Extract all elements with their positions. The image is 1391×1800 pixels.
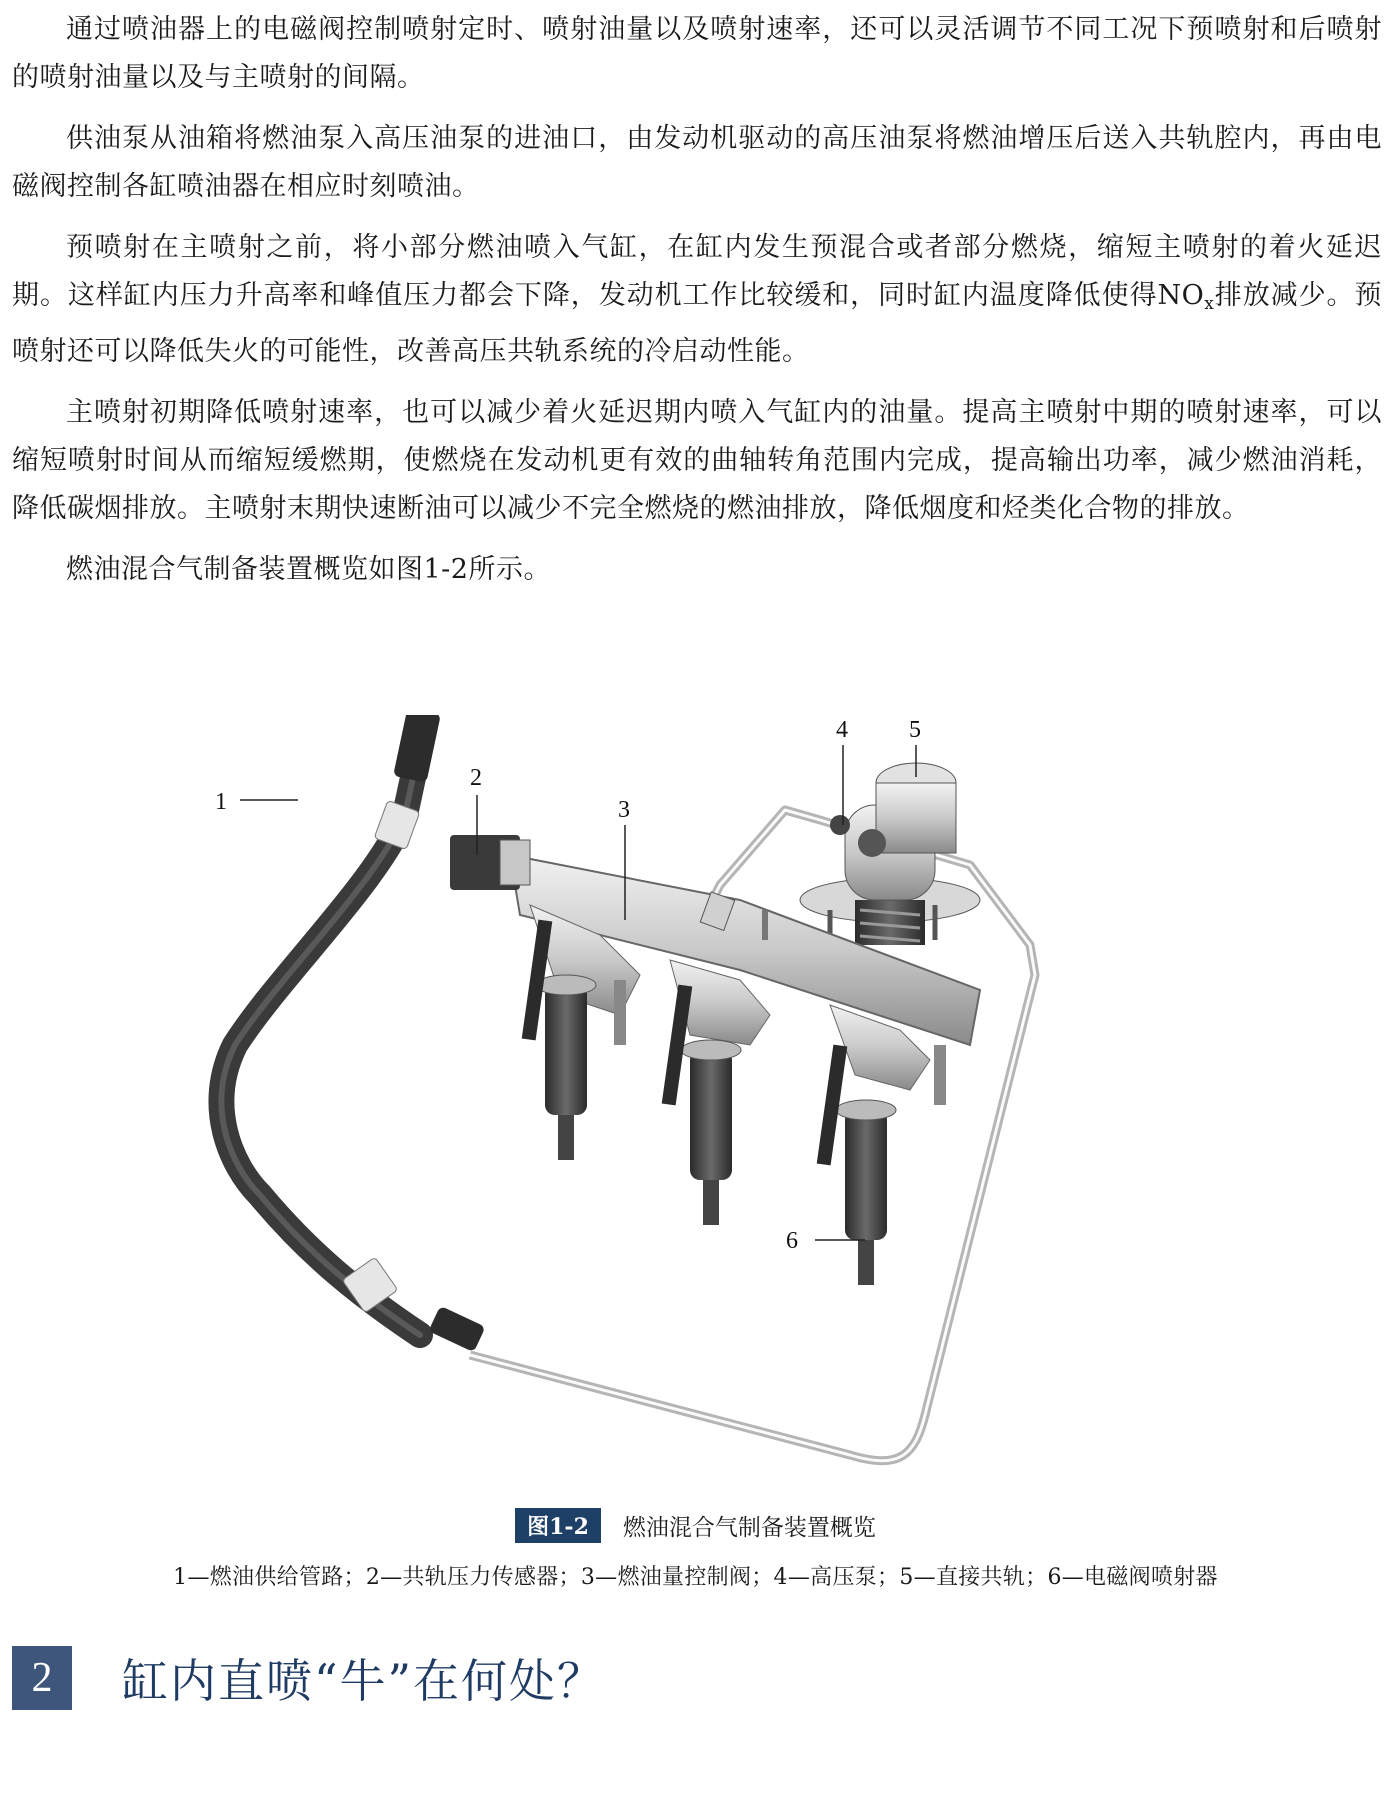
paragraph-5: 燃油混合气制备装置概览如图1-2所示。 <box>66 554 551 585</box>
fuel-supply-hose <box>221 715 485 1352</box>
paragraph-3-part-a: 预喷射在主喷射之前，将小部分燃油喷入气缸，在缸内发生预混合或者部分燃烧，缩短主喷射的着火延迟期。这样缸内压力升高率和峰值压力都会下降，发动机工作比较缓和，同时缸内温度降低使得NO <box>12 232 1382 311</box>
section-heading <box>12 1645 605 1711</box>
callout-5: 5 <box>909 717 921 743</box>
section-title: 缸内直喷“牛”在何处？ <box>122 1654 606 1708</box>
paragraph-4: 主喷射初期降低喷射速率，也可以减少着火延迟期内喷入气缸内的油量。提高主喷射中期的喷射速率，可以缩短喷射时间从而缩短缓燃期，使燃烧在发动机更有效的曲轴转角范围内完成，提高输出功率，减少燃油消耗，降低碳烟排放。主喷射末期快速断油可以减少不完全燃烧的燃油排放，降低烟度和烃类化合物的排放。 <box>12 397 1382 524</box>
paragraph-3-part-b: 排放减少。预喷射还可以降低失火的可能性，改善高压共轨系统的冷启动性能。 <box>12 280 1382 367</box>
callout-1: 1 <box>215 789 227 815</box>
figure-caption <box>0 1508 1391 1543</box>
paragraph-1: 通过喷油器上的电磁阀控制喷射定时、喷射油量以及喷射速率，还可以灵活调节不同工况下预喷射和后喷射的喷射油量以及与主喷射的间隔。 <box>12 14 1382 93</box>
paragraph-2: 供油泵从油箱将燃油泵入高压油泵的进油口，由发动机驱动的高压油泵将燃油增压后送入共轨腔内，再由电磁阀控制各缸喷油器在相应时刻喷油。 <box>12 123 1382 202</box>
section-number-badge: 2 <box>12 1646 72 1710</box>
figure-number-badge: 图1-2 <box>515 1508 601 1543</box>
callout-2: 2 <box>470 765 482 791</box>
callout-3: 3 <box>618 797 630 823</box>
fuel-system-illustration <box>200 715 1200 1475</box>
body-text <box>12 6 1382 607</box>
high-pressure-pump <box>800 763 980 945</box>
figure-caption-text: 燃油混合气制备装置概览 <box>622 1515 876 1541</box>
callout-6: 6 <box>786 1228 798 1254</box>
callout-4: 4 <box>836 717 848 743</box>
nox-subscript: x <box>1204 294 1215 314</box>
figure-legend: 1—燃油供给管路；2—共轨压力传感器；3—燃油量控制阀；4—高压泵；5—直接共轨；6—电磁阀喷射器 <box>173 1565 1218 1590</box>
paragraph-3 <box>12 224 1382 376</box>
fuel-system-figure <box>200 715 1200 1475</box>
